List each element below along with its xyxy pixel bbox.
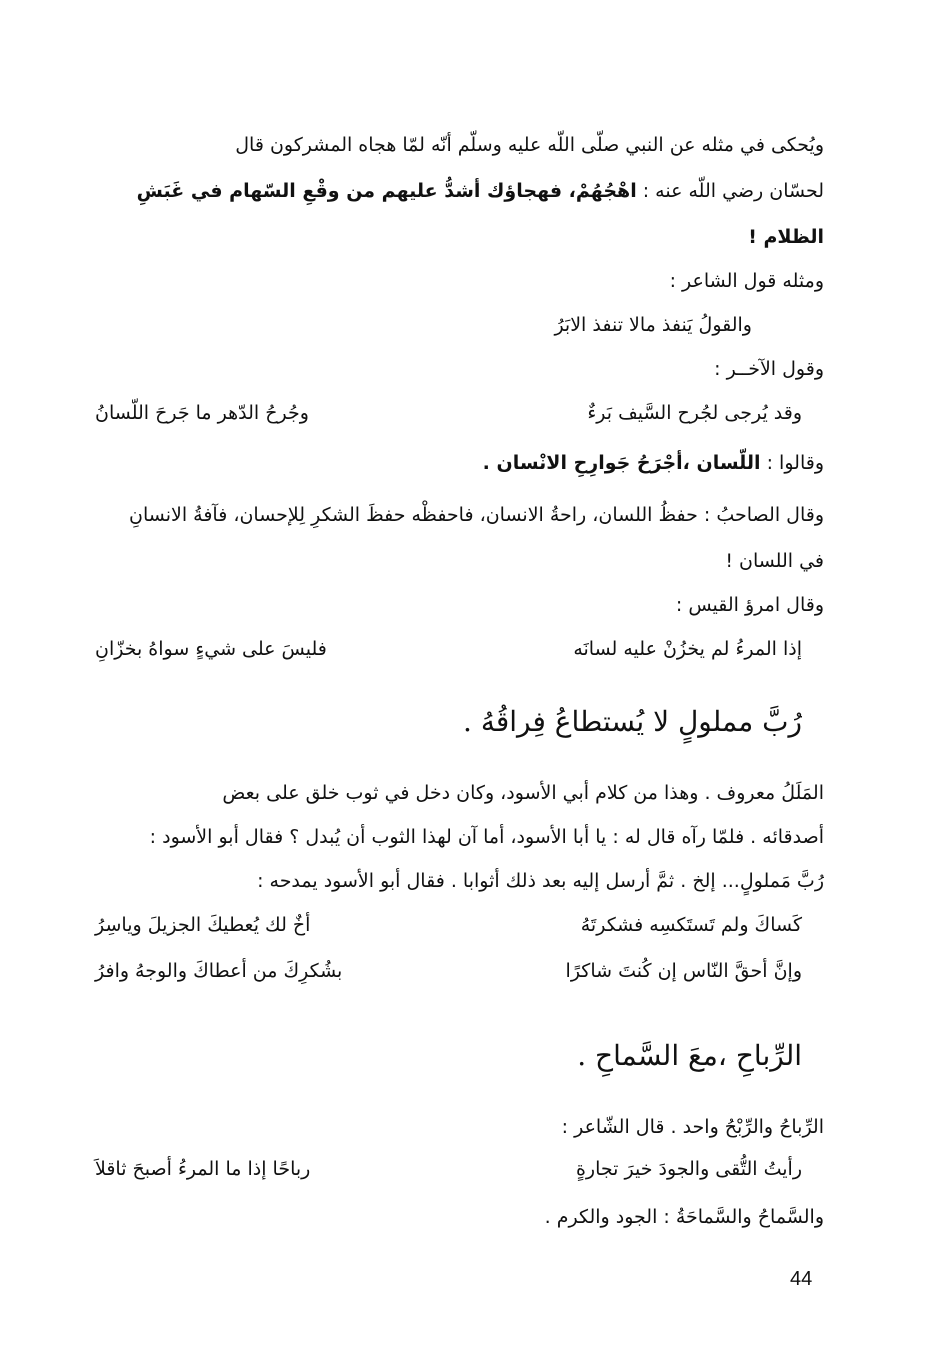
paragraph-hadith-line3: الظلام ! <box>748 226 824 248</box>
other-poet-intro: وقول الآخــر : <box>714 358 824 380</box>
mamlul-line1: المَلَلُ معروف . وهذا من كلام أبي الأسود، وكان دخل في ثوب خلق على بعض <box>222 782 824 804</box>
paragraph-hadith-line1: ويُحكى في مثله عن النبي صلّى اللّه عليه وسلّم أنّه لمّا هجاه المشركون قال <box>235 134 824 156</box>
page-number: 44 <box>790 1268 813 1290</box>
verse-abu-aswad-1 <box>95 910 802 940</box>
saying-bold: اللّسان ،أجْرَحُ جَوارِحِ الانْسان . <box>482 452 761 474</box>
sahib-line1: وقال الصاحبُ : حفظُ اللسان، راحةُ الانسان، فاحفظْه حفظَ الشكرِ لِلإحسان، فآفةُ الانسانِ <box>129 504 824 526</box>
verse-abu-aswad-2 <box>95 956 802 986</box>
mamlul-line3: رُبَّ مَملولٍ... إلخ . ثمَّ أرسل إليه بعد ذلك أثوابا . فقال أبو الأسود يمدحه : <box>257 870 824 892</box>
saying-line <box>70 448 824 478</box>
verse-hemistich-second: وجُرحُ الدّهر ما جَرحَ اللّسانُ <box>95 402 309 424</box>
proverb-heading-mamlul: رُبَّ مملولٍ لا يُستطاعُ فِراقُهُ . <box>463 705 802 738</box>
sahib-line2: في اللسان ! <box>725 550 824 572</box>
poet-intro: ومثله قول الشاعر : <box>669 270 824 292</box>
verse-sword <box>95 398 802 428</box>
saying-plain: وقالوا : <box>760 452 824 474</box>
hadith-quote-bold: اهْجُهُمْ، فهجاؤك أشدُّ عليهم من وقْعِ السّهام في غَبَشِ <box>136 180 637 202</box>
verse-hemistich-first: وقد يُرجى لجُرح السَّيف بَرءٌ <box>587 402 802 424</box>
verse-hemistich-second: بشُكرِكَ من أعطاكَ والوجهُ وافرُ <box>95 960 343 982</box>
mamlul-line2: أصدقائه . فلمّا رآه قال له : يا أبا الأسود، أما آن لهذا الثوب أن يُبدل ؟ فقال أبو الأسود : <box>149 826 824 848</box>
verse-hemistich-second: فليسَ على شيءٍ سواهُ بخزّانِ <box>95 638 327 660</box>
ribah-line2: والسَّماحُ والسَّماحَةُ : الجود والكرم . <box>544 1206 824 1228</box>
verse-hemistich-first: كَساكَ ولم تَستَكسِه فشكرتَهُ <box>580 914 802 936</box>
imru-intro: وقال امرؤ القيس : <box>675 594 824 616</box>
verse-hemistich-first: رأيتُ التُّقى والجودَ خيرَ تجارةٍ <box>575 1158 802 1180</box>
verse-tuqa <box>95 1154 802 1184</box>
ribah-line1: الرِّباحُ والرِّبْحُ واحد . قال الشّاعر : <box>561 1116 824 1138</box>
proverb-heading-ribah: الرِّباحِ ،معَ السَّماحِ . <box>577 1039 802 1072</box>
verse-hemistich-second: رباحًا إذا ما المرءُ أصبحَ ثاقلاَ <box>95 1158 311 1180</box>
verse-hemistich-first: وإنَّ أحقَّ النّاس إن كُنتَ شاكرًا <box>565 960 802 982</box>
paragraph-hadith-line2 <box>70 176 824 206</box>
verse-hemistich-second: أخٌ لك يُعطيكَ الجزيلَ وياسِرُ <box>95 914 311 936</box>
verse-hemistich-first: إذا المرءُ لم يخزُنْ عليه لسانَه <box>573 638 802 660</box>
verse-single: والقولُ يَنفذ مالا تنفذ الابَرُ <box>554 314 752 336</box>
verse-imru <box>95 634 802 664</box>
hadith-line2-plain: لحسّان رضي اللّه عنه : <box>636 180 824 202</box>
